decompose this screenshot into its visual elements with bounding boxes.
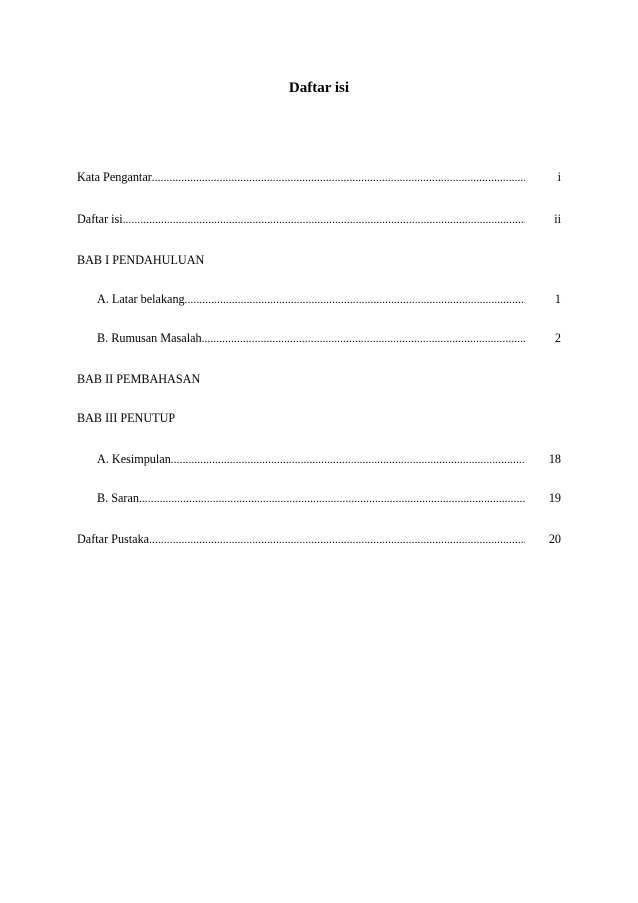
toc-entry-label: Kata Pengantar (77, 170, 152, 184)
toc-entry-daftar-isi (77, 211, 561, 227)
toc-entry-daftar-pustaka (77, 531, 561, 547)
toc-entry-label: A. Kesimpulan (97, 452, 171, 466)
toc-page-number: i (557, 170, 561, 184)
toc-entry-saran (97, 490, 561, 506)
toc-page-number: ii (554, 212, 561, 226)
toc-entry-label: B. Saran (97, 491, 139, 505)
dot-leader (139, 491, 525, 507)
toc-entry-label: Daftar isi (77, 212, 123, 226)
toc-entry-label: B. Rumusan Masalah (97, 331, 202, 345)
toc-entry-label: A. Latar belakang (97, 292, 185, 306)
toc-entry-rumusan-masalah (97, 330, 561, 346)
toc-entry-kata-pengantar (77, 169, 561, 185)
toc-page-number: 20 (548, 532, 561, 546)
dot-leader (171, 452, 525, 468)
toc-heading-bab2: BAB II PEMBAHASAN (77, 372, 201, 386)
toc-page-number: 19 (548, 491, 561, 505)
toc-page-number: 2 (554, 331, 561, 345)
dot-leader (149, 532, 525, 548)
toc-entry-kesimpulan (97, 451, 561, 467)
toc-entry-latar-belakang (97, 291, 561, 307)
dot-leader (152, 170, 525, 186)
toc-heading-bab1: BAB I PENDAHULUAN (77, 253, 205, 267)
toc-page-number: 18 (548, 452, 561, 466)
toc-page-number: 1 (554, 292, 561, 306)
dot-leader (185, 292, 525, 308)
page-title: Daftar isi (288, 80, 350, 96)
dot-leader (123, 212, 525, 228)
toc-entry-label: Daftar Pustaka (77, 532, 150, 546)
dot-leader (202, 331, 525, 347)
toc-heading-bab3: BAB III PENUTUP (77, 411, 176, 425)
